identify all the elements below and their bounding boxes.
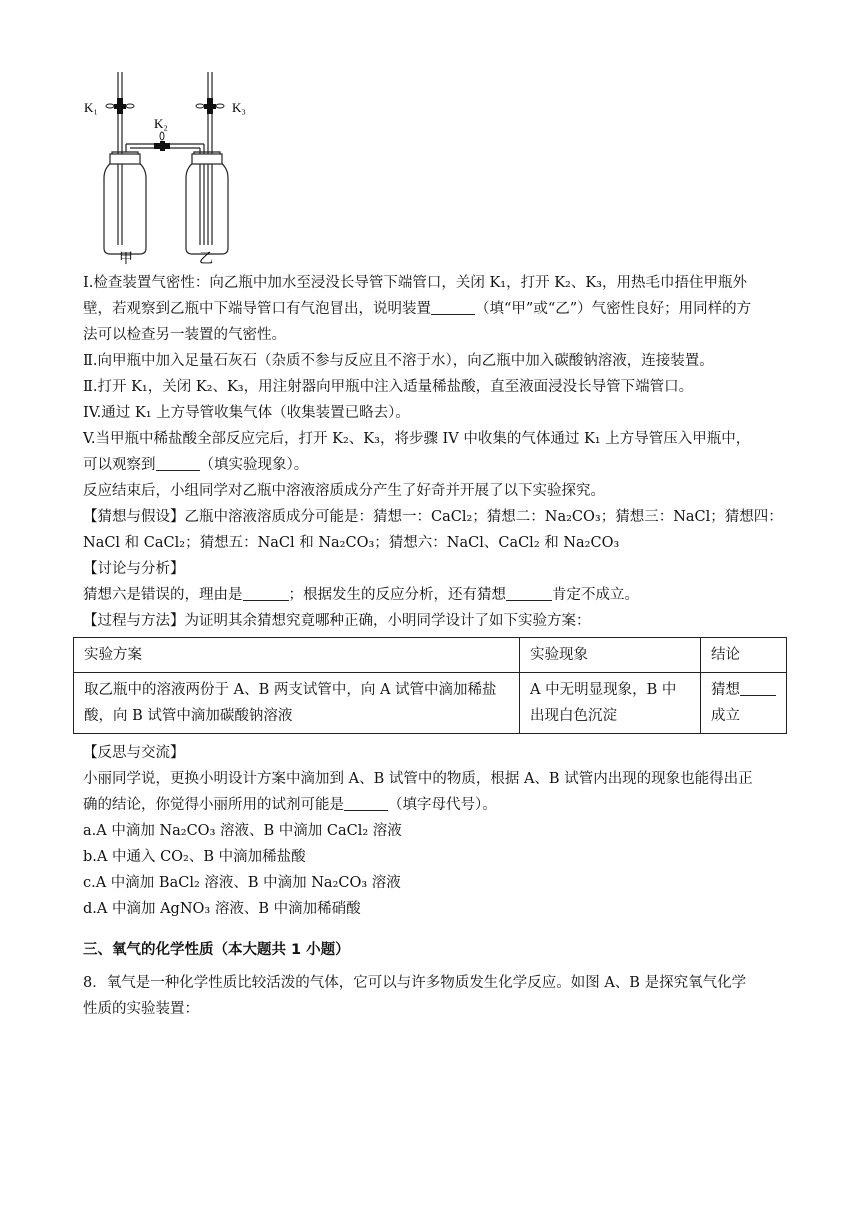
answer-blank-hypothesis[interactable] xyxy=(506,586,552,601)
reflection-block xyxy=(83,740,793,922)
k3-label: K₃ xyxy=(232,100,246,115)
section-3-title: 三、氧气的化学性质（本大题共 1 小题） xyxy=(83,942,350,958)
reflection-line-1: 小丽同学说，更换小明设计方案中滴加到 A、B 试管中的物质，根据 A、B 试管内出现的现象也能得出正 xyxy=(83,771,753,787)
reflection-line-2: 确的结论，你觉得小丽所用的试剂可能是 （填字母代号）。 xyxy=(83,797,497,813)
apparatus-figure xyxy=(82,70,272,265)
after-reaction-text: 反应结束后，小组同学对乙瓶中溶液溶质成分产生了好奇并开展了以下实验探究。 xyxy=(83,483,605,499)
table-cell-conclusion: 猜想 成立 xyxy=(701,673,787,734)
table-header-conclusion: 结论 xyxy=(701,638,787,673)
table-header-plan: 实验方案 xyxy=(74,638,520,673)
answer-blank-reason[interactable] xyxy=(243,586,289,601)
answer-blank-reagent[interactable] xyxy=(344,796,388,811)
step-2: Ⅱ.向甲瓶中加入足量石灰石（杂质不参与反应且不溶于水），向乙瓶中加入碳酸钠溶液，连接装置。 xyxy=(83,353,714,369)
table-row xyxy=(74,673,787,734)
step-1-line-2: 壁，若观察到乙瓶中下端导管口有气泡冒出，说明装置 （填“甲”或“乙”）气密性良好；用同样的方 xyxy=(83,301,752,317)
step-5-line-2: 可以观察到 （填实验现象）。 xyxy=(83,457,309,473)
step-4: IV.通过 K₁ 上方导管收集气体（收集装置已略去）。 xyxy=(83,405,410,421)
procedure-steps xyxy=(83,270,793,634)
discussion-heading: 【讨论与分析】 xyxy=(83,561,185,577)
table-header-row xyxy=(74,638,787,673)
answer-blank-conclusion[interactable] xyxy=(740,681,776,696)
option-a: a.A 中滴加 Na₂CO₃ 溶液、B 中滴加 CaCl₂ 溶液 xyxy=(83,823,402,839)
k2-label: K₂ xyxy=(154,116,168,131)
option-c: c.A 中滴加 BaCl₂ 溶液、B 中滴加 Na₂CO₃ 溶液 xyxy=(83,875,401,891)
hypothesis-line-2: NaCl 和 CaCl₂；猜想五：NaCl 和 Na₂CO₃；猜想六：NaCl、CaCl₂ 和 Na₂CO₃ xyxy=(83,535,620,551)
bottle-b-label: 乙 xyxy=(199,252,213,265)
experiment-table xyxy=(73,637,787,734)
answer-blank-phenomenon[interactable] xyxy=(156,456,200,471)
step-1-line-1: I.检查装置气密性：向乙瓶中加水至浸没长导管下端管口，关闭 K₁，打开 K₂、K₃，用热毛巾捂住甲瓶外 xyxy=(83,275,747,291)
step-3: Ⅱ.打开 K₁，关闭 K₂、K₃，用注射器向甲瓶中注入适量稀盐酸，直至液面浸没长导管下端管口。 xyxy=(83,379,694,395)
question-8 xyxy=(83,970,793,1022)
question-8-line-1: 8．氧气是一种化学性质比较活泼的气体，它可以与许多物质发生化学反应。如图 A、B 是探究氧气化学 xyxy=(83,975,747,991)
reflection-heading: 【反思与交流】 xyxy=(83,745,185,761)
discussion-line: 猜想六是错误的，理由是 ；根据发生的反应分析，还有猜想 肯定不成立。 xyxy=(83,587,639,603)
bottle-a-label: 甲 xyxy=(119,252,133,265)
step-1-line-3: 法可以检查另一装置的气密性。 xyxy=(83,327,286,343)
table-cell-phenomenon: A 中无明显现象，B 中出现白色沉淀 xyxy=(520,673,701,734)
hypothesis-line-1: 【猜想与假设】乙瓶中溶液溶质成分可能是：猜想一：CaCl₂；猜想二：Na₂CO₃；猜想三：NaCl；猜想四： xyxy=(83,509,783,525)
k1-label: K₁ xyxy=(84,100,98,115)
table-cell-plan: 取乙瓶中的溶液两份于 A、B 两支试管中，向 A 试管中滴加稀盐酸，向 B 试管中滴加碳酸钠溶液 xyxy=(74,673,520,734)
step-5-line-1: V.当甲瓶中稀盐酸全部反应完后，打开 K₂、K₃，将步骤 IV 中收集的气体通过 K₁ 上方导管压入甲瓶中， xyxy=(83,431,751,447)
option-b: b.A 中通入 CO₂、B 中滴加稀盐酸 xyxy=(83,849,306,865)
option-d: d.A 中滴加 AgNO₃ 溶液、B 中滴加稀硝酸 xyxy=(83,901,361,917)
answer-blank-device[interactable] xyxy=(431,300,475,315)
process-intro: 【过程与方法】为证明其余猜想究竟哪种正确，小明同学设计了如下实验方案： xyxy=(83,613,591,629)
question-8-line-2: 性质的实验装置： xyxy=(83,1001,199,1017)
table-header-phenomenon: 实验现象 xyxy=(520,638,701,673)
